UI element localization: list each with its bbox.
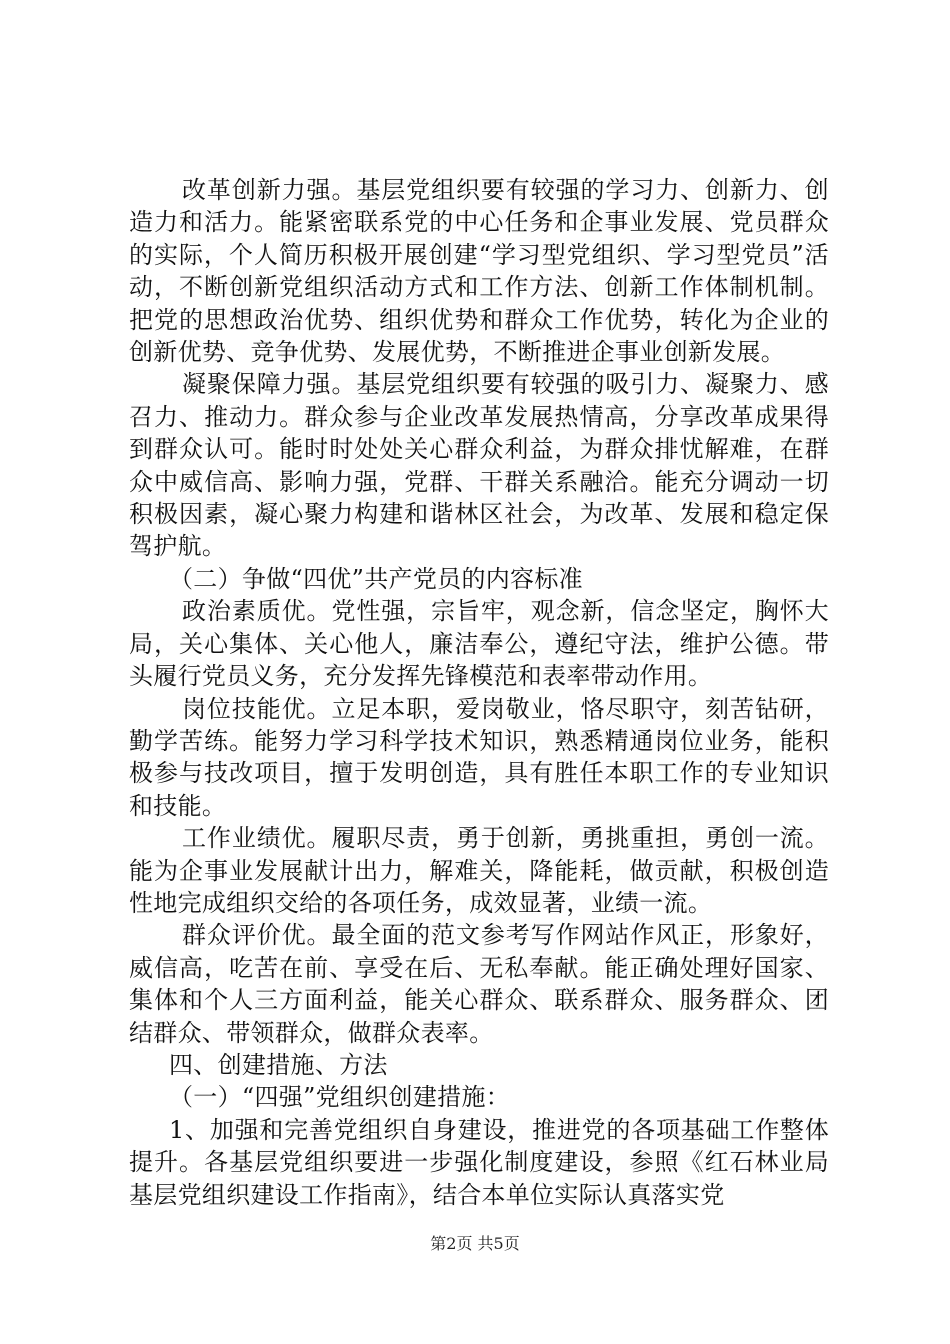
page-footer: 第2页 共5页 [430,1234,520,1253]
paragraph-job-skills: 岗位技能优。立足本职，爱岗敬业，恪尽职守，刻苦钻研，勤学苦练。能努力学习科学技术知识，熟悉精通岗位业务，能积极参与技改项目，擅于发明创造，具有胜任本职工作的专业知识和技能。 [129,694,829,820]
paragraph-public-evaluation: 群众评价优。最全面的范文参考写作网站作风正，形象好，威信高，吃苦在前、享受在后、无私奉献。能正确处理好国家、集体和个人三方面利益，能关心群众、联系群众、服务群众、团结群众、带领群众，做群众表率。 [129,921,829,1047]
document-body [129,174,829,1211]
paragraph-work-performance: 工作业绩优。履职尽责，勇于创新，勇挑重担，勇创一流。能为企事业发展献计出力，解难关，降能耗，做贡献，积极创造性地完成组织交给的各项任务，成效显著，业绩一流。 [129,824,829,917]
paragraph-cohesion: 凝聚保障力强。基层党组织要有较强的吸引力、凝聚力、感召力、推动力。群众参与企业改革发展热情高，分享改革成果得到群众认可。能时时处处关心群众利益，为群众排忧解难，在群众中威信高、影响力强，党群、干群关系融洽。能充分调动一切积极因素，凝心聚力构建和谐林区社会，为改革、发展和稳定保驾护航。 [129,370,829,561]
section-heading-four-excellent: （二）争做“四优”共产党员的内容标准 [169,564,583,593]
section-heading-measures: 四、创建措施、方法 [169,1050,388,1079]
section-heading-four-strong: （一）“四强”党组织创建措施： [169,1083,511,1112]
paragraph-measure-1: 1、加强和完善党组织自身建设，推进党的各项基础工作整体提升。各基层党组织要进一步强化制度建设，参照《红石林业局基层党组织建设工作指南》，结合本单位实际认真落实党 [129,1115,829,1209]
paragraph-reform-innovation: 改革创新力强。基层党组织要有较强的学习力、创新力、创造力和活力。能紧密联系党的中心任务和企事业发展、党员群众的实际，个人简历积极开展创建“学习型党组织、学习型党员”活动，不断创新党组织活动方式和工作方法、创新工作体制机制。把党的思想政治优势、组织优势和群众工作优势，转化为企业的创新优势、竞争优势、发展优势，不断推进企事业创新发展。 [129,176,829,367]
paragraph-political-quality: 政治素质优。党性强，宗旨牢，观念新，信念坚定，胸怀大局，关心集体、关心他人，廉洁奉公，遵纪守法，维护公德。带头履行党员义务，充分发挥先锋模范和表率带动作用。 [129,597,829,691]
